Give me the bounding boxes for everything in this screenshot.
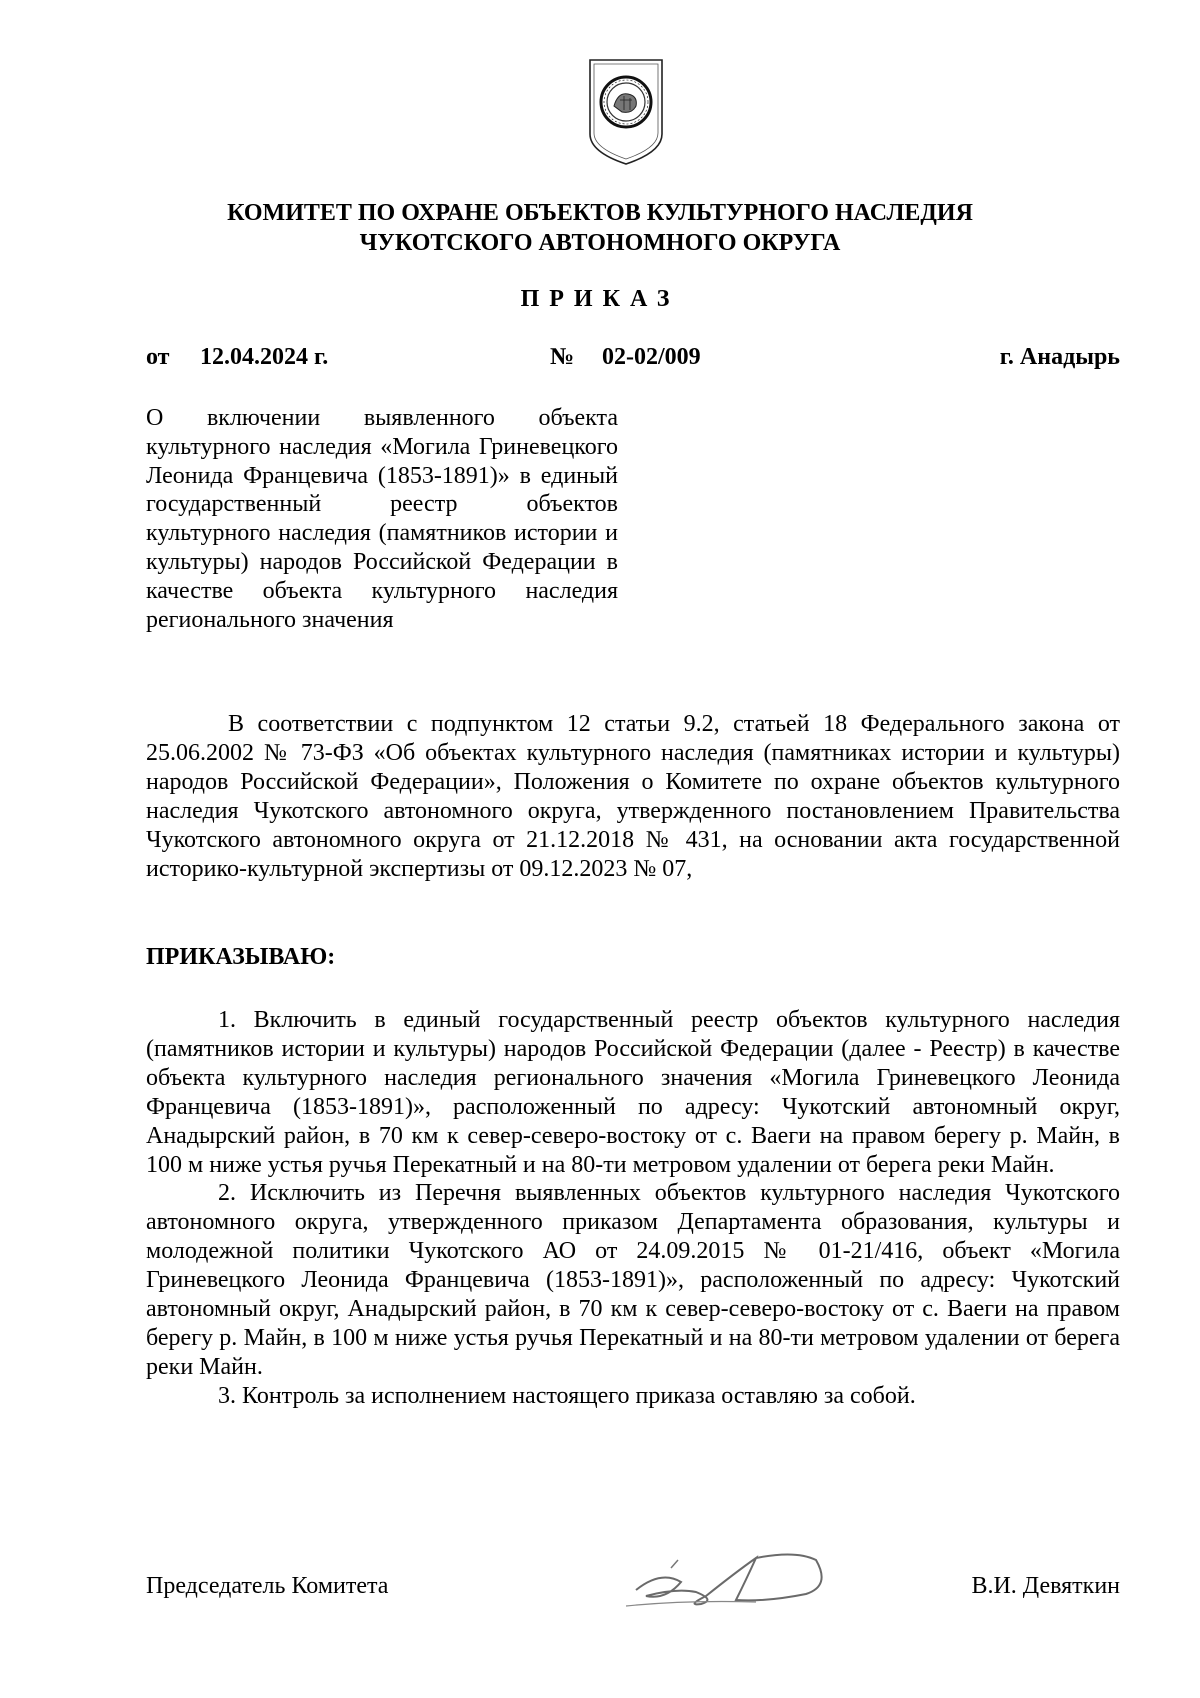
number-label: № (550, 344, 575, 370)
order-date (146, 344, 328, 371)
order-subject: О включении выявленного объекта культурного наследия «Могила Гриневецкого Леонида Францевича (1853-1891)» в единый государственный реестр объектов культурного наследия (памятников истории и культуры) народов Российской Федерации в качестве объекта культурного наследия регионального значения (146, 405, 618, 633)
signatory-name: В.И. Девяткин (971, 1573, 1120, 1599)
order-item: 2. Исключить из Перечня выявленных объектов культурного наследия Чукотского автономного округа, утвержденного приказом Департамента образования, культуры и молодежной политики Чукотского АО от 24.09.2015 № 01-21/416, объект «Могила Гриневецкого Леонида Францевича (1853-1891)», расположенный по адресу: Чукотский автономный округ, Анадырский район, в 70 км к север-северо-востоку от с. Ваеги на правом берегу р. Майн, в 100 м ниже устья ручья Перекатный и на 80-ти метровом удалении от берега реки Майн. (146, 1180, 1120, 1380)
preamble-text: В соответствии с подпунктом 12 статьи 9.2, статьей 18 Федерального закона от 25.06.2002 № 73-ФЗ «Об объектах культурного наследия (памятниках истории и культуры) народов Российской Федерации», Положения о Комитете по охране объектов культурного наследия Чукотского автономного округа, утвержденного постановлением Правительства Чукотского автономного округа от 21.12.2018 № 431, на основании акта государственной историко-культурной экспертизы от 09.12.2023 № 07, (146, 711, 1120, 882)
organization-line-1: КОМИТЕТ ПО ОХРАНЕ ОБЪЕКТОВ КУЛЬТУРНОГО НАСЛЕДИЯ (227, 200, 973, 226)
order-place: г. Анадырь (999, 344, 1120, 370)
preamble (146, 710, 1120, 883)
order-word: ПРИКАЗЫВАЮ: (146, 944, 336, 970)
organization-line-2: ЧУКОТСКОГО АВТОНОМНОГО ОКРУГА (359, 230, 841, 256)
number-value: 02-02/009 (602, 344, 701, 370)
document-type: ПРИКАЗ (520, 286, 680, 312)
coat-of-arms-icon (584, 56, 668, 168)
order-items (146, 1006, 1120, 1411)
order-item: 3. Контроль за исполнением настоящего приказа оставляю за собой. (218, 1382, 916, 1409)
handwritten-signature-icon (606, 1530, 856, 1620)
order-number (550, 344, 701, 371)
order-item: 1. Включить в единый государственный реестр объектов культурного наследия (памятников истории и культуры) народов Российской Федерации (далее - Реестр) в качестве объекта культурного наследия регионального значения «Могила Гриневецкого Леонида Францевича (1853-1891)», расположенный по адресу: Чукотский автономный округ, Анадырский район, в 70 км к север-северо-востоку от с. Ваеги на правом берегу р. Майн, в 100 м ниже устья ручья Перекатный и на 80-ти метровом удалении от берега реки Майн. (146, 1007, 1120, 1178)
organization-name (0, 198, 1200, 258)
signatory-position: Председатель Комитета (146, 1573, 389, 1599)
date-value: 12.04.2024 г. (200, 344, 329, 370)
date-label: от (146, 344, 170, 370)
